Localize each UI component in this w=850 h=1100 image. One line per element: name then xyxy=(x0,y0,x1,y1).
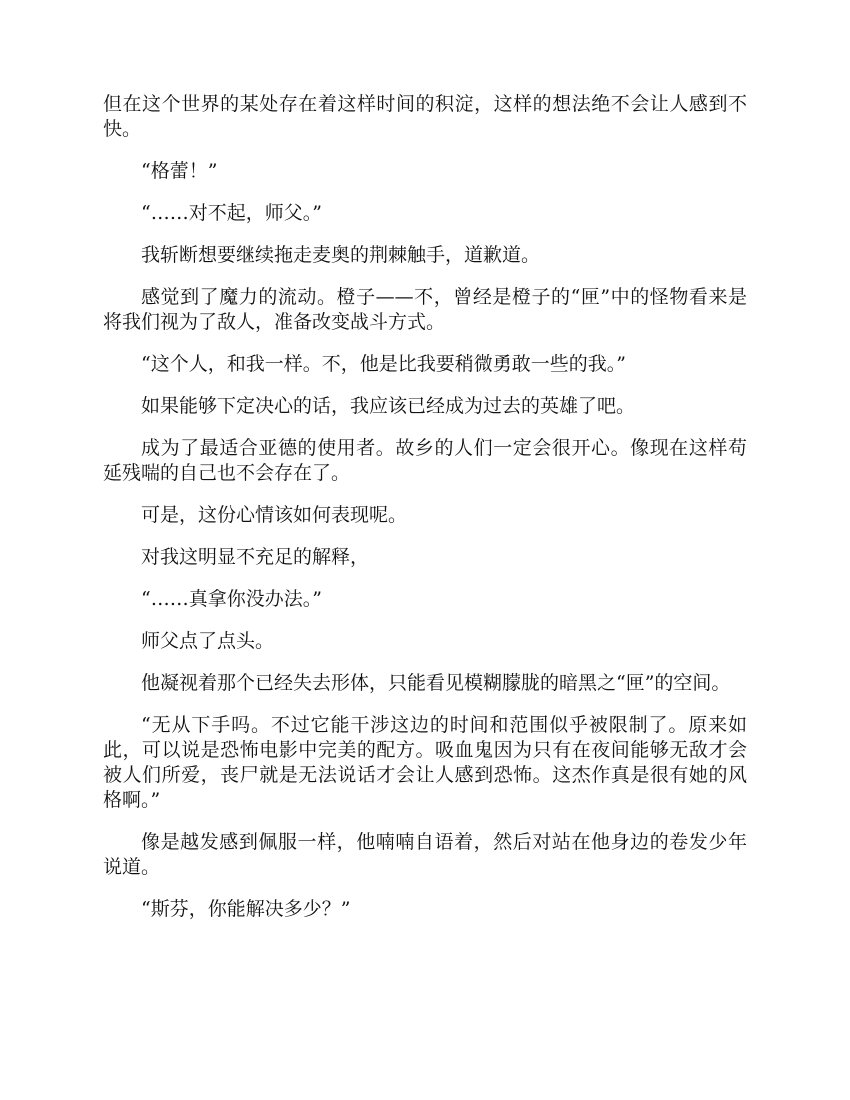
document-page xyxy=(103,92,747,939)
paragraph: 但在这个世界的某处存在着这样时间的积淀，这样的想法绝不会让人感到不快。 xyxy=(103,93,747,140)
paragraph: 成为了最适合亚德的使用者。故乡的人们一定会很开心。像现在这样苟延残喘的自己也不会存在了。 xyxy=(103,437,747,484)
paragraph: 他凝视着那个已经失去形体，只能看见模糊朦胧的暗黑之“匣”的空间。 xyxy=(141,672,731,694)
paragraph: 像是越发感到佩服一样，他喃喃自语着，然后对站在他身边的卷发少年说道。 xyxy=(103,831,747,878)
paragraph: 我斩断想要继续拖走麦奥的荆棘触手，道歉道。 xyxy=(141,244,541,266)
paragraph: “斯芬，你能解决多少？” xyxy=(141,898,351,920)
paragraph: 师父点了点头。 xyxy=(141,630,275,652)
paragraph: “无从下手吗。不过它能干涉这边的时间和范围似乎被限制了。原来如此，可以说是恐怖电影中完美的配方。吸血鬼因为只有在夜间能够无敌才会被人们所爱，丧尸就是无法说话才会让人感到恐怖。这杰作真是很有她的风格啊。” xyxy=(103,714,747,811)
paragraph: 对我这明显不充足的解释， xyxy=(141,546,370,568)
paragraph: 如果能够下定决心的话，我应该已经成为过去的英雄了吧。 xyxy=(141,395,636,417)
paragraph: “……对不起，师父。” xyxy=(141,202,322,224)
paragraph: “……真拿你没办法。” xyxy=(141,588,322,610)
paragraph: “格蕾！” xyxy=(141,160,218,182)
paragraph: 感觉到了魔力的流动。橙子——不，曾经是橙子的“匣”中的怪物看来是将我们视为了敌人，准备改变战斗方式。 xyxy=(103,286,747,333)
paragraph: “这个人，和我一样。不，他是比我要稍微勇敢一些的我。” xyxy=(141,353,626,375)
paragraph: 可是，这份心情该如何表现呢。 xyxy=(141,504,408,526)
